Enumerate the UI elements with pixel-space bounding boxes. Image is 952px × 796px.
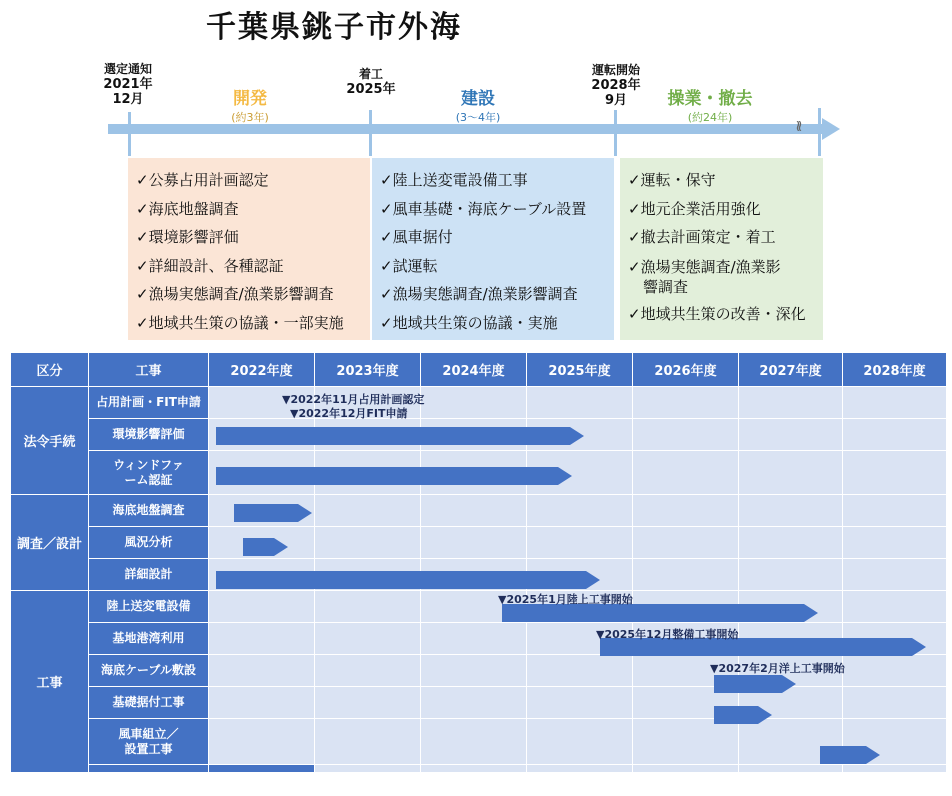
gantt-table [10, 352, 948, 773]
row-label: 基礎据付工事 [89, 687, 209, 719]
row-label: 詳細設計 [89, 559, 209, 591]
table-row [11, 527, 948, 559]
task-item: ✓環境影響評価 [136, 228, 239, 246]
table-row [11, 719, 948, 765]
task-item: ✓漁場実態調査/漁業影 [628, 257, 781, 276]
annotation: ▼2025年1月陸上工事開始 [498, 593, 633, 606]
task-item: 響調査 [628, 277, 689, 296]
milestone-tick [369, 110, 372, 156]
row-label: 環境影響評価 [89, 419, 209, 451]
task-item: ✓風車据付 [380, 228, 453, 246]
header-year: 2023年度 [315, 353, 421, 387]
task-item: ✓地元企業活用強化 [628, 199, 761, 218]
task-item: ✓海底地盤調査 [136, 199, 239, 218]
gantt-bar-cable-laying [714, 675, 796, 693]
category-legal: 法令手続 [11, 387, 89, 495]
annotation: ▼2022年11月占用計画認定 [282, 393, 425, 406]
time-break-icon: ≀≀ [795, 116, 799, 135]
task-item: ✓陸上送変電設備工事 [380, 171, 528, 189]
table-row [11, 387, 948, 419]
category-survey-design: 調査／設計 [11, 495, 89, 591]
header-work: 工事 [89, 353, 209, 387]
category-construction: 工事 [11, 591, 89, 773]
gantt-bar-seabed-survey [234, 504, 312, 522]
phase-operation: 操業・撤去 (約24年) [667, 89, 753, 124]
task-item: ✓試運転 [380, 256, 438, 275]
milestone-tick [128, 112, 131, 156]
table-row [11, 687, 948, 719]
row-label: 海底地盤調査 [89, 495, 209, 527]
header-category: 区分 [11, 353, 89, 387]
gantt-bar-env-assessment [216, 427, 584, 445]
row-label: 風車組立／設置工事 [89, 719, 209, 765]
row-label: 占用計画・FIT申請 [89, 387, 209, 419]
row-label: 基地港湾利用 [89, 623, 209, 655]
task-item: ✓詳細設計、各種認証 [136, 256, 284, 275]
header-year: 2024年度 [421, 353, 527, 387]
timeline-arrow [108, 124, 826, 134]
development-tasks-box [128, 158, 370, 340]
construction-tasks-box [372, 158, 614, 340]
header-year: 2027年度 [739, 353, 843, 387]
gantt-bar-windfarm-cert [216, 467, 572, 485]
table-row [11, 495, 948, 527]
milestone-operation-start: 運転開始 2028年 9月 [591, 63, 641, 108]
annotation: ▼2022年12月FIT申請 [290, 407, 408, 420]
task-item: ✓運転・保守 [628, 171, 716, 189]
phase-construction: 建設 (3～4年) [455, 89, 501, 124]
phase-development: 開発 (約3年) [231, 89, 269, 124]
row-label: 陸上送変電設備 [89, 591, 209, 623]
row-label: 風況分析 [89, 527, 209, 559]
milestone-tick [614, 110, 617, 156]
task-item: ✓公募占用計画認定 [136, 171, 269, 189]
task-item: ✓風車基礎・海底ケーブル設置 [380, 199, 587, 218]
timeline-arrow-head [822, 118, 840, 140]
task-item: ✓撤去計画策定・着工 [628, 228, 776, 246]
milestone-selection: 選定通知 2021年 12月 [103, 62, 153, 107]
header-year: 2028年度 [843, 353, 947, 387]
header-year: 2025年度 [527, 353, 633, 387]
task-item: ✓地域共生策の協議・一部実施 [136, 313, 344, 332]
timeline-end-tick [818, 108, 821, 156]
table-row [11, 765, 948, 773]
header-year: 2022年度 [209, 353, 315, 387]
task-item: ✓地域共生策の改善・深化 [628, 304, 806, 323]
task-item: ✓地域共生策の協議・実施 [380, 313, 558, 332]
task-item: ✓漁場実態調査/漁業影響調査 [136, 285, 334, 303]
gantt-bar-detail-design [216, 571, 600, 589]
task-item: ✓漁場実態調査/漁業影響調査 [380, 285, 578, 303]
page-title: 千葉県銚子市外海 [206, 10, 462, 45]
row-label: 海底ケーブル敷設 [89, 655, 209, 687]
header-year: 2026年度 [633, 353, 739, 387]
gantt-header-row [11, 353, 948, 387]
annotation: ▼2027年2月洋上工事開始 [710, 662, 845, 675]
milestone-construction-start: 着工 2025年 [346, 67, 396, 97]
annotation: ▼2025年12月整備工事開始 [596, 628, 739, 641]
operation-tasks-box [620, 158, 823, 340]
row-label: ウィンドファーム認証 [89, 451, 209, 495]
